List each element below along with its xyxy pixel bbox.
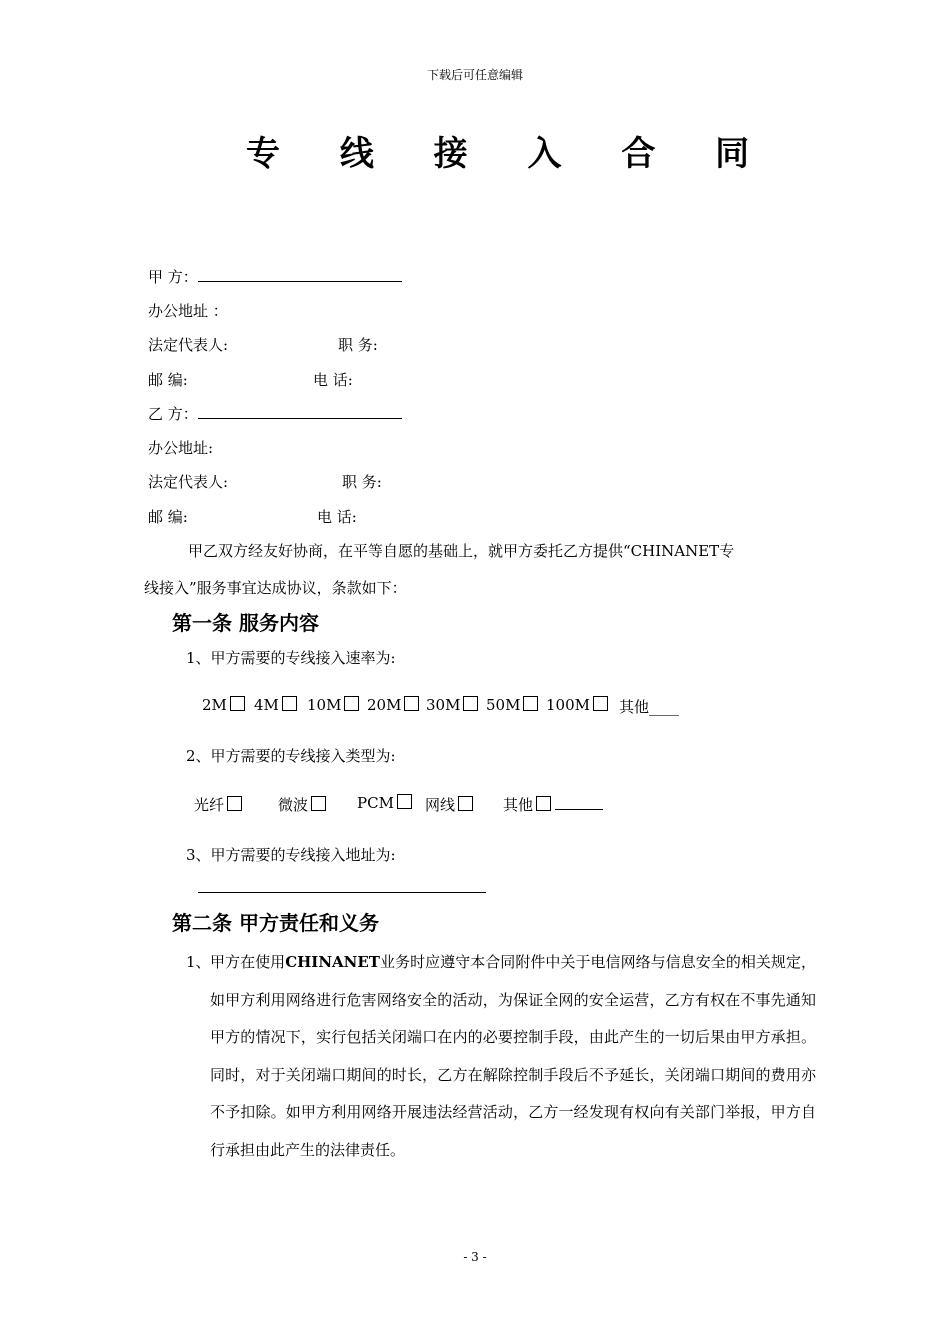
item-1-text: 甲方在使用CHINANET业务时应遵守本合同附件中关于电信网络与信息安全的相关规定，如甲方利用网络进行危害网络安全的活动，为保证全网的安全运营，乙方有权在不事先通知甲方的情况下，实行包括关闭端口在内的必要控制手段，由此产生的一切后果由甲方承担。同时，对于关闭端口期间的时长，乙方在解除控制手段后不予延长，关闭端口期间的费用亦不予扣除。如甲方利用网络开展违法经营活动，乙方一经发现有权向有关部门举报，甲方自行承担由此产生的法律责任。 (210, 953, 816, 1159)
party-b-name-blank (198, 404, 402, 419)
speed-100m-checkbox[interactable] (593, 696, 608, 711)
party-b-phone-label: 电 话: (317, 508, 357, 526)
address-blank (198, 878, 486, 893)
party-a-position-label: 职 务: (338, 336, 378, 354)
speed-10m-checkbox[interactable] (344, 696, 359, 711)
party-b-postcode-label: 邮 编: (148, 508, 188, 526)
speed-30m-checkbox[interactable] (463, 696, 478, 711)
party-b-name-label: 乙 方： (148, 405, 198, 423)
party-b-name-field (148, 403, 402, 424)
section-2-item-1 (186, 944, 816, 1169)
party-a-postcode-label: 邮 编: (148, 371, 188, 389)
speed-option-30m: 30M (426, 696, 478, 714)
speed-option-50m: 50M (486, 696, 538, 714)
type-other-blank (555, 795, 603, 810)
speed-option-20m: 20M (367, 696, 419, 714)
type-option-pcm: PCM (357, 794, 412, 812)
type-option-cable: 网线 (425, 794, 473, 815)
intro-line-2: 线接入”服务事宜达成协议，条款如下： (144, 579, 407, 597)
type-option-other: 其他 (503, 794, 603, 815)
section-2-heading: 第二条 甲方责任和义务 (172, 911, 379, 935)
type-option-fiber: 光纤 (194, 794, 242, 815)
document-title: 专 线 接 入 合 同 (246, 134, 774, 174)
type-other-checkbox[interactable] (536, 796, 551, 811)
party-a-address-label: 办公地址 ： (148, 302, 228, 320)
speed-20m-checkbox[interactable] (404, 696, 419, 711)
party-a-name-label: 甲 方： (148, 268, 198, 286)
party-b-rep-label: 法定代表人: (148, 473, 229, 491)
type-option-microwave: 微波 (278, 794, 326, 815)
speed-option-100m: 100M (546, 696, 608, 714)
speed-option-2m: 2M (202, 696, 245, 714)
speed-2m-checkbox[interactable] (230, 696, 245, 711)
page-number: - 3 - (463, 1250, 487, 1264)
speed-option-4m: 4M (254, 696, 297, 714)
chinanet-bold: CHINANET (285, 953, 380, 971)
speed-4m-checkbox[interactable] (282, 696, 297, 711)
intro-line-1: 甲乙双方经友好协商，在平等自愿的基础上，就甲方委托乙方提供“CHINANET专 (188, 542, 735, 560)
speed-option-other: 其他____ (619, 698, 680, 716)
section-1-heading: 第一条 服务内容 (172, 611, 319, 635)
type-microwave-checkbox[interactable] (311, 796, 326, 811)
speed-question: 1、甲方需要的专线接入速率为: (186, 649, 396, 667)
party-a-name-blank (198, 267, 402, 282)
party-b-address-label: 办公地址: (148, 439, 214, 457)
party-b-position-label: 职 务: (342, 473, 382, 491)
page-header-note: 下载后可任意编辑 (426, 68, 523, 82)
party-a-name-field (148, 266, 402, 287)
type-cable-checkbox[interactable] (458, 796, 473, 811)
party-a-phone-label: 电 话: (313, 371, 353, 389)
speed-option-10m: 10M (307, 696, 359, 714)
speed-50m-checkbox[interactable] (523, 696, 538, 711)
address-question: 3、甲方需要的专线接入地址为: (186, 846, 396, 864)
party-a-rep-label: 法定代表人: (148, 336, 229, 354)
type-pcm-checkbox[interactable] (397, 794, 412, 809)
type-question: 2、甲方需要的专线接入类型为: (186, 747, 396, 765)
type-fiber-checkbox[interactable] (227, 796, 242, 811)
item-1-number: 1、 (186, 953, 211, 971)
